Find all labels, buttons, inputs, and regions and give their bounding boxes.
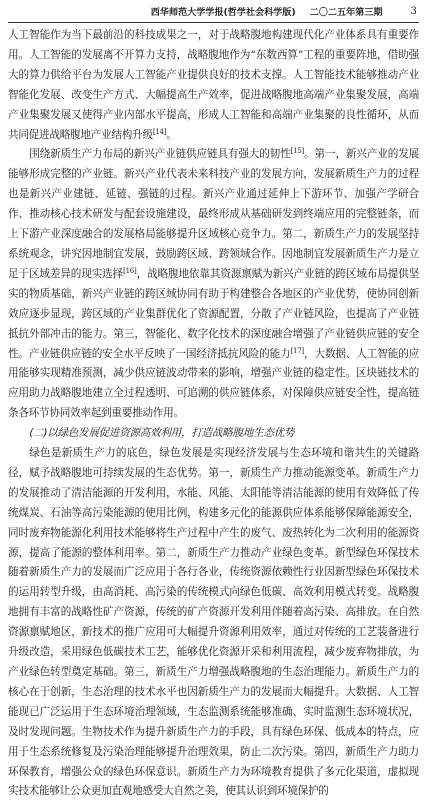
page-number: 3: [410, 5, 417, 17]
journal-title: 西华师范大学学报(哲学社会科学版): [150, 7, 296, 18]
issue-label: 二〇二五年第三期: [309, 7, 383, 18]
section-subheading: (二)以绿色发展促进资源高效利用，打造战略腹地生态优势: [29, 427, 295, 440]
article-body: [8, 26, 419, 802]
paragraph: 人工智能作为当下最前沿的科技成果之一，对于战略腹地构建现代化产业体系具有重要作用。人工智能的发展离不开算力支持，战略腹地作为“东数西算”工程的重要阵地，借助强大的算力供给平台为发展人工智能产业提供良好的技术支撑。人工智能技术能够推动产业智能化发展、改变生产方式、大幅提高生产效率，促进战略腹地高端产业集聚发展，高端产业集聚发展又使得产业内部水平提高，形成人工智能和高端产业集聚的良性循环，从而共同促进战略腹地产业结构升级[14]。: [8, 29, 419, 141]
citation-ref: [14]: [152, 127, 167, 136]
paragraph: 绿色是新质生产力的底色，绿色发展是实现经济发展与生态环境和谐共生的关键路径，赋予战略腹地可持续发展的生态优势。第一，新质生产力推动能源变革。新质生产力的发展推动了清洁能源的开发利用，水能、风能、太阳能等清洁能源的使用有效降低了传统煤炭、石油等高污染能源的使用比例，构建多元化的能源供应体系能够保障能源安全，同时废弃物能源化利用技术能够将生产过程中产生的废气、废热转化为二次利用的能源资源，提高了能源的整体利用率。第二，新质生产力推动产业绿色变革。新型绿色环保技术随着新质生产力的发展而广泛应用于各行各业，传统资源依赖性行业因新型绿色环保技术的运用转型升级，由高消耗、高污染的传统模式向绿色低碳、高效利用模式转变。战略腹地拥有丰富的战略性矿产资源，传统的矿产资源开发利用伴随着高污染、高排放。在自然资源禀赋地区，新技术的推广应用可大幅提升资源利用效率，通过对传统的工艺装备进行升级改造，采用绿色低碳技术工艺，能够优化资源开采和利用流程，减少废弃物排放，为产业绿色转型奠定基础。第三，新质生产力增强战略腹地的生态治理能力。新质生产力的核心在于创新，生态治理的技术水平也因新质生产力的发展而大幅提升。大数据、人工智能现已广泛运用于生态环境治理领域，生态监测系统能够准确、实时监测生态环境状况，及时发现问题。生物技术作为提升新质生产力的手段，具有绿色环保、低成本的特点，应用于生态系统修复及污染治理能够提升治理效果，防止二次污染。第四，新质生产力助力环保教育，增强公众的绿色环保意识。新质生产力为环境教育提供了多元化渠道，虚拟现实技术能够让公众更加直观地感受大自然之美，使其认识到环境保护的: [8, 447, 419, 798]
running-header: [8, 2, 417, 20]
citation-ref: [15]: [290, 147, 304, 156]
citation-ref: [17]: [290, 346, 304, 355]
header-rule: [8, 22, 419, 23]
paragraph: 围绕新质生产力布局的新兴产业链供应链具有强大的韧性[15]。第一，新兴产业的发展能够形成完整的产业链。新兴产业代表未来科技产业的发展方向，发展新质生产力的过程也是新兴产业建链、延链、强链的过程。新兴产业通过延伸上下游环节、加强产学研合作、推动核心技术研发与配套设施建设，最终形成从基础研发到终端应用的完整链条，而上下游产业深度融合的发展格局能够提升区域核心竞争力。第二，新质生产力的发展坚持系统观念，讲究因地制宜发展，鼓励跨区域、跨领域合作。因地制宜发展新质生产力是立足于区域差异的现实选择[16]，战略腹地依靠其资源禀赋为新兴产业链的跨区域布局提供坚实的物质基础，新兴产业链的跨区域协同有助于构建整合各地区的产业优势，使协同创新效应逐步显现，跨区域的产业集群优化了资源配置，分散了产业链风险，也提高了产业链抵抗外部冲击的能力。第三，智能化、数字化技术的深度融合增强了产业链供应链的安全性。产业链供应链的安全水平反映了一国经济抵抗风险的能力[17]，大数据、人工智能的应用能够实现精准预测，减少供应链波动带来的影响，增强产业链的稳定性。区块链技术的应用助力战略腹地建立全过程透明、可追溯的供应链体系，对保障供应链安全性，提高链条各环节协同效率起到重要推动作用。: [8, 147, 420, 420]
citation-ref: [16]: [123, 266, 137, 275]
